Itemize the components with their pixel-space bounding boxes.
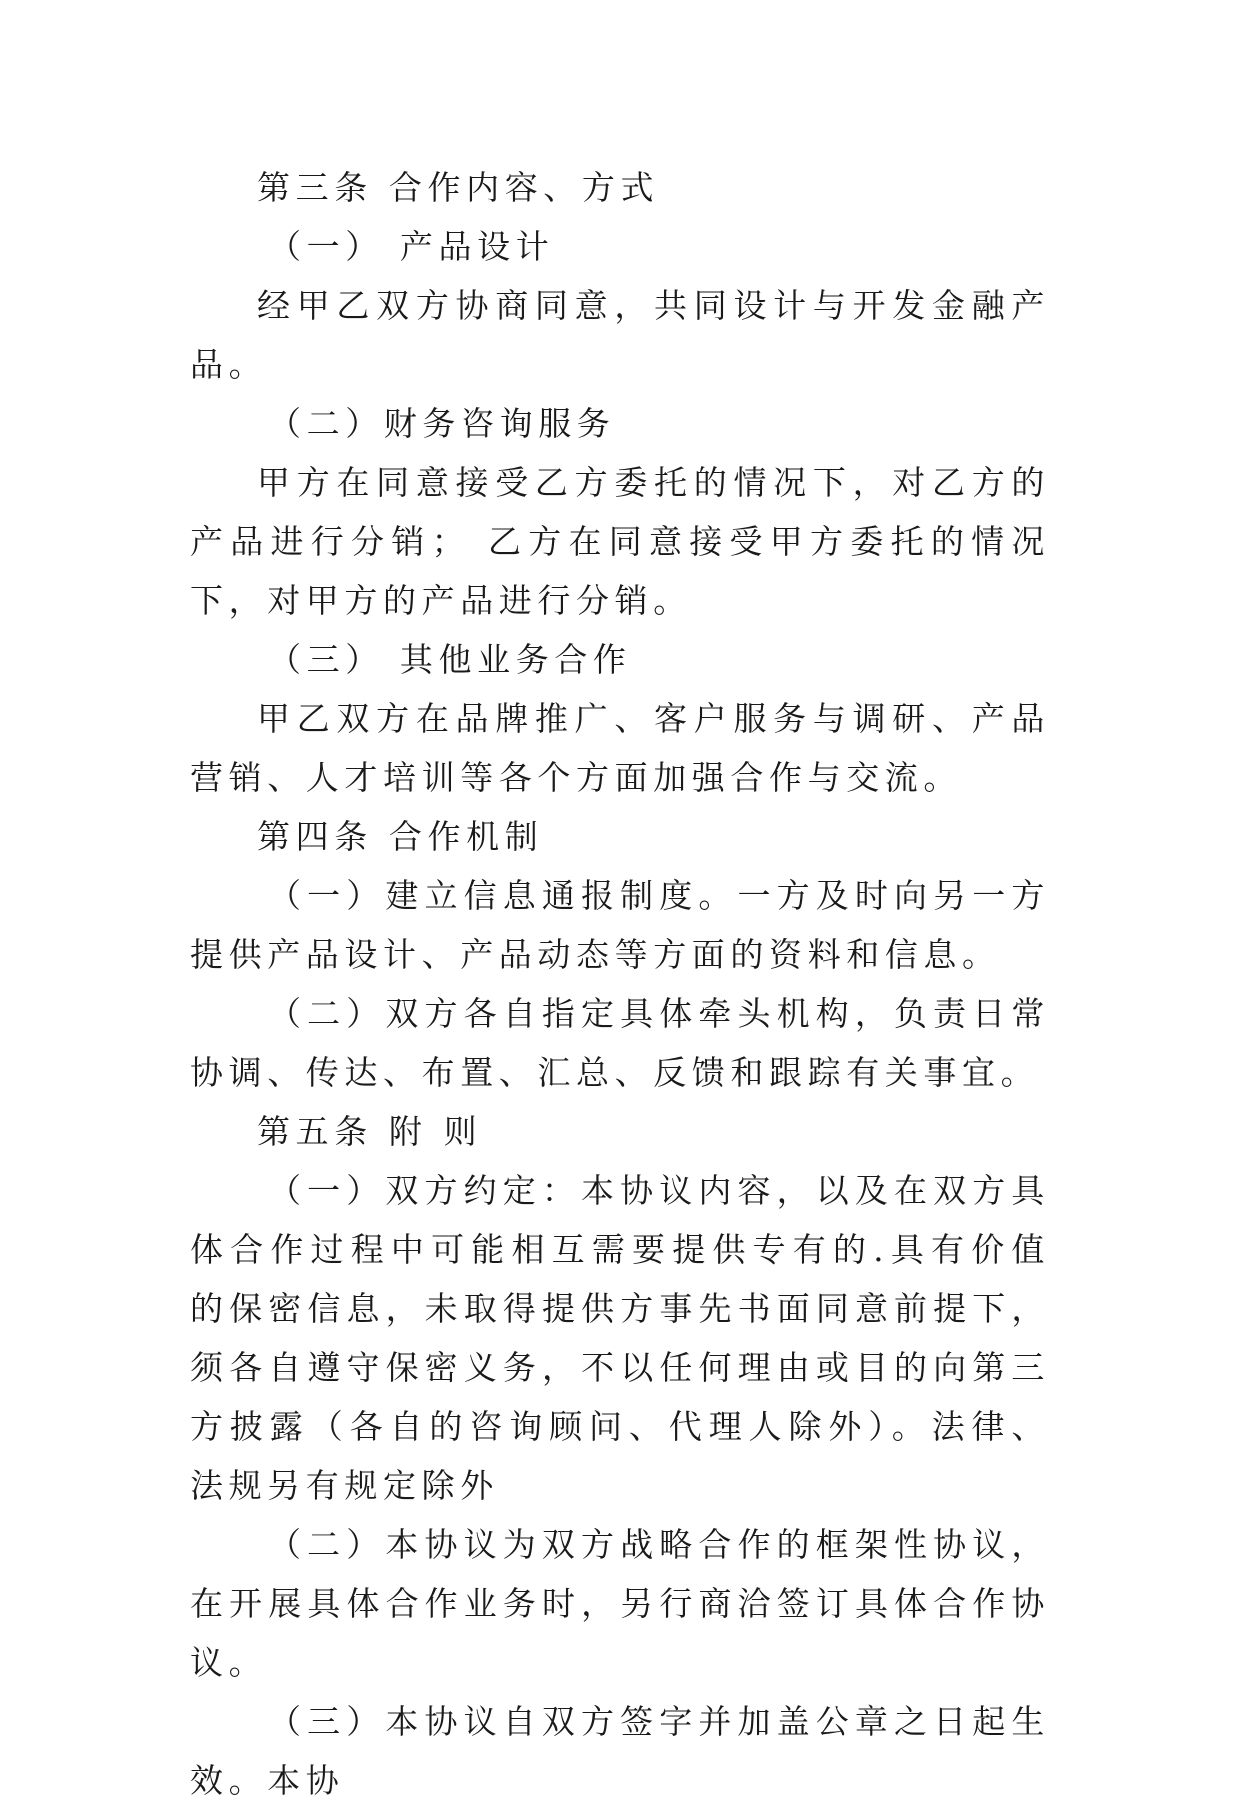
other-cooperation-text: 甲乙双方在品牌推广、客户服务与调研、产品营销、人才培训等各个方面加强合作与交流。 — [190, 699, 1050, 797]
article-3-heading: 第三条 合作内容、方式 — [257, 168, 660, 207]
supplementary-clause-2: （二）本协议为双方战略合作的框架性协议，在开展具体合作业务时，另行商洽签订具体合作协议。 — [190, 1525, 1050, 1682]
section-financial-consulting-heading: （二）财务咨询服务 — [268, 404, 616, 443]
financial-consulting-text: 甲方在同意接受乙方委托的情况下，对乙方的产品进行分销； 乙方在同意接受甲方委托的情况下，对甲方的产品进行分销。 — [190, 463, 1050, 620]
document-body — [190, 158, 1050, 1810]
mechanism-clause-2: （二）双方各自指定具体牵头机构，负责日常协调、传达、布置、汇总、反馈和跟踪有关事宜。 — [190, 994, 1050, 1092]
section-product-design-heading: （一） 产品设计 — [268, 227, 555, 266]
supplementary-clause-1: （一）双方约定：本协议内容，以及在双方具体合作过程中可能相互需要提供专有的.具有价值的保密信息，未取得提供方事先书面同意前提下，须各自遵守保密义务，不以任何理由或目的向第三方披露（各自的咨询顾问、代理人除外）。法律、法规另有规定除外 — [190, 1171, 1050, 1505]
section-other-cooperation-heading: （三） 其他业务合作 — [268, 640, 632, 679]
article-4-heading: 第四条 合作机制 — [257, 817, 544, 856]
mechanism-clause-1: （一）建立信息通报制度。一方及时向另一方提供产品设计、产品动态等方面的资料和信息。 — [190, 876, 1050, 974]
article-5-heading: 第五条 附 则 — [257, 1112, 483, 1151]
supplementary-clause-3: （三）本协议自双方签字并加盖公章之日起生效。本协 — [190, 1702, 1050, 1800]
product-design-text: 经甲乙双方协商同意，共同设计与开发金融产品。 — [190, 286, 1050, 384]
